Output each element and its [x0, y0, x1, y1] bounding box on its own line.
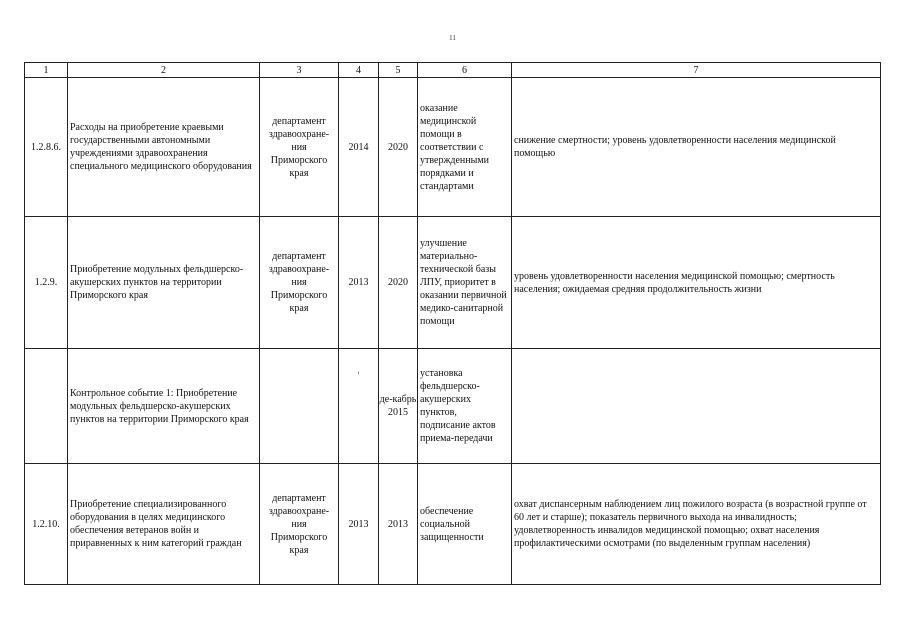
item-executor: департамент здравоохране-ния Приморского края: [260, 464, 339, 585]
page-number: 11: [449, 34, 456, 42]
item-end-year: де-кабрь 2015: [379, 349, 418, 464]
header-cell: 3: [260, 63, 339, 78]
item-start-year: 2013: [339, 217, 379, 349]
item-number: 1.2.8.6.: [25, 78, 68, 217]
header-row: [25, 63, 881, 78]
item-name: Расходы на приобретение краевыми государственными автономными учреждениями здравоохранения специального медицинского оборудования: [68, 78, 260, 217]
item-indicators: охват диспансерным наблюдением лиц пожилого возраста (в возрастной группе от 60 лет и старше); показатель первичного выхода на инвалидность; удовлетворенность инвалидов медицинской помощью; охват населения профилактическими осмотрами (по выделенным группам населения): [512, 464, 881, 585]
item-executor: департамент здравоохране-ния Приморского края: [260, 78, 339, 217]
item-start-year: 2013: [339, 464, 379, 585]
header-cell: 6: [418, 63, 512, 78]
item-result: установка фельдшерско-акушерских пунктов, подписание актов приема-передачи: [418, 349, 512, 464]
item-indicators: снижение смертности; уровень удовлетворенности населения медицинской помощью: [512, 78, 881, 217]
table-row: [25, 349, 881, 464]
item-result: оказание медицинской помощи в соответствии с утвержденными порядками и стандартами: [418, 78, 512, 217]
item-number: 1.2.10.: [25, 464, 68, 585]
item-number: 1.2.9.: [25, 217, 68, 349]
item-end-year: 2020: [379, 217, 418, 349]
table-row: [25, 464, 881, 585]
item-result: улучшение материально-технической базы ЛПУ, приоритет в оказании первичной медико-санитарной помощи: [418, 217, 512, 349]
item-indicators: [512, 349, 881, 464]
item-end-year: 2013: [379, 464, 418, 585]
header-cell: 2: [68, 63, 260, 78]
item-name: Приобретение специализированного оборудования в целях медицинского обеспечения ветеранов войн и приравненных к ним категорий граждан: [68, 464, 260, 585]
stray-mark: ‘: [357, 369, 360, 379]
item-end-year: 2020: [379, 78, 418, 217]
header-cell: 4: [339, 63, 379, 78]
item-start-year: [339, 349, 379, 464]
item-start-year: 2014: [339, 78, 379, 217]
table-row: [25, 217, 881, 349]
header-cell: 1: [25, 63, 68, 78]
item-name: Приобретение модульных фельдшерско-акушерских пунктов на территории Приморского края: [68, 217, 260, 349]
item-indicators: уровень удовлетворенности населения медицинской помощью; смертность населения; ожидаемая средняя продолжительность жизни: [512, 217, 881, 349]
header-cell: 5: [379, 63, 418, 78]
item-result: обеспечение социальной защищенности: [418, 464, 512, 585]
item-executor: департамент здравоохране-ния Приморского края: [260, 217, 339, 349]
item-name: Контрольное событие 1: Приобретение модульных фельдшерско-акушерских пунктов на территории Приморского края: [68, 349, 260, 464]
item-executor: [260, 349, 339, 464]
item-number: [25, 349, 68, 464]
header-cell: 7: [512, 63, 881, 78]
program-table: [24, 62, 881, 585]
table-row: [25, 78, 881, 217]
